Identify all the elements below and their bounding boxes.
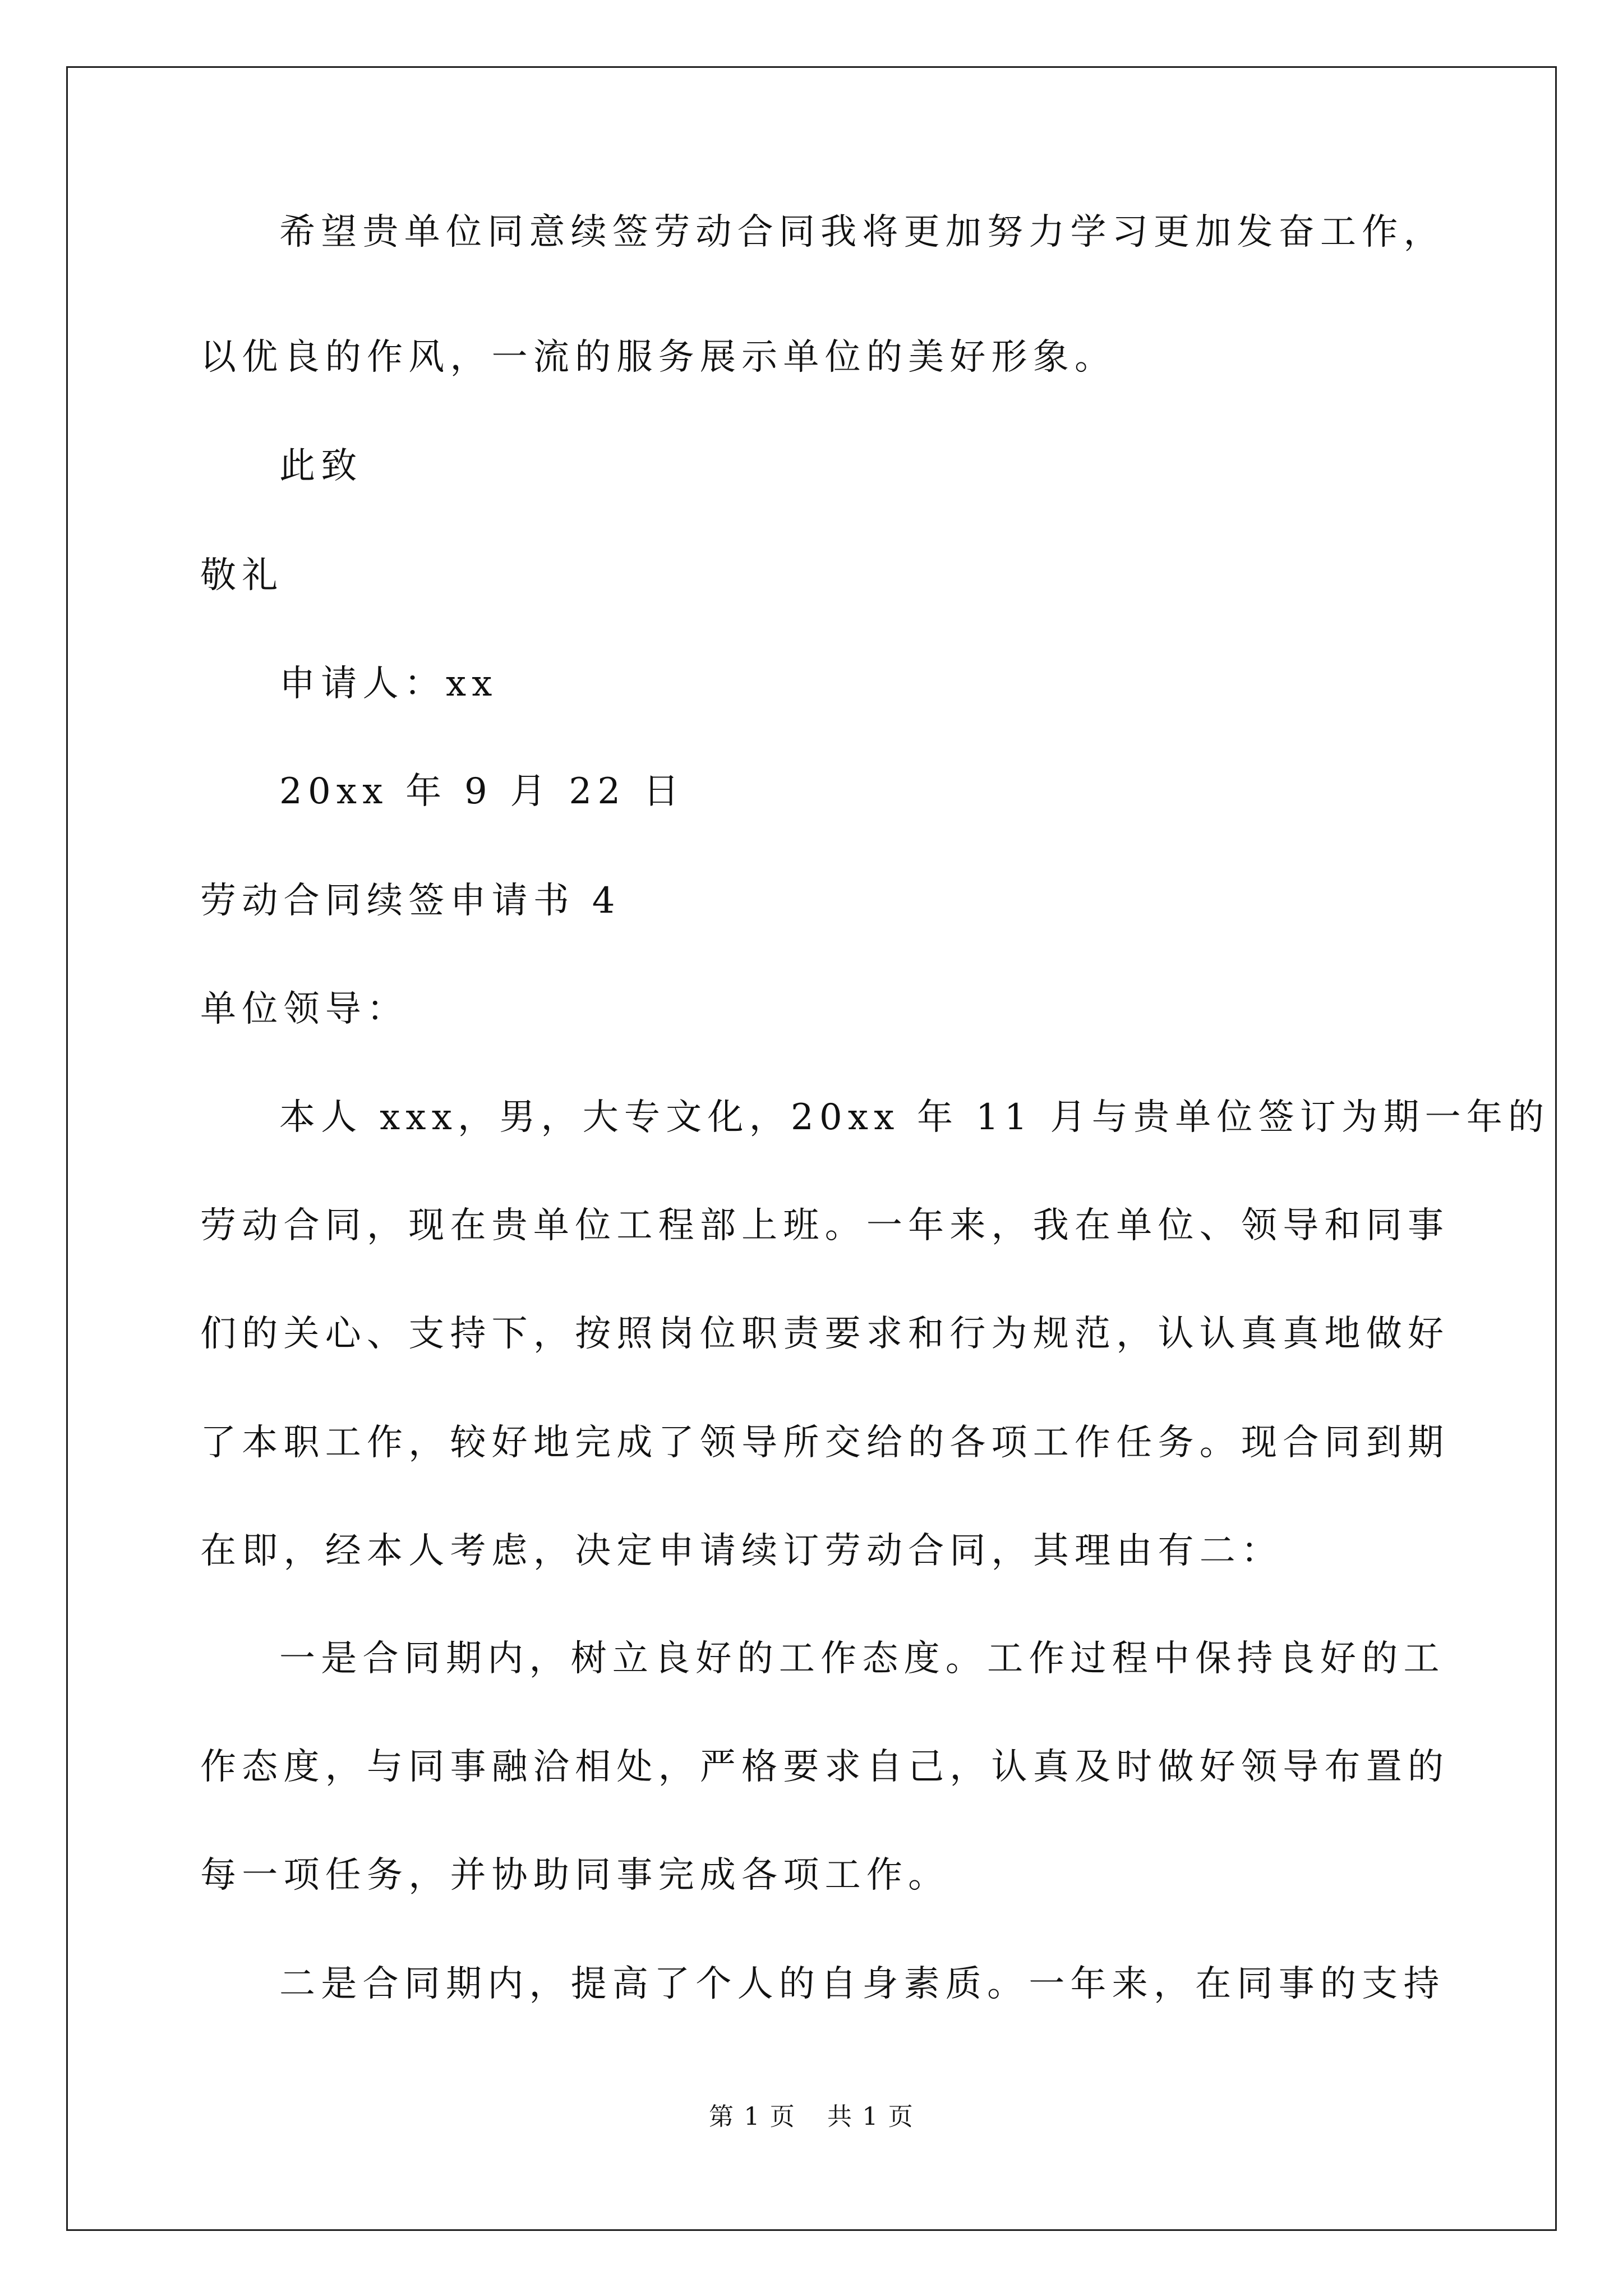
page-footer (0, 2102, 1623, 2131)
letter-greeting: 单位领导： (200, 988, 409, 1030)
paragraph-line: 本人 xxx，男，大专文化，20xx 年 11 月与贵单位签订为期一年的 (279, 1097, 1550, 1138)
paragraph-line: 以优良的作风，一流的服务展示单位的美好形象。 (200, 337, 1117, 378)
paragraph-line: 作态度，与同事融洽相处，严格要求自己，认真及时做好领导布置的 (200, 1746, 1450, 1788)
paragraph-line: 一是合同期内，树立良好的工作态度。工作过程中保持良好的工 (279, 1638, 1445, 1680)
signature-date: 20xx 年 9 月 22 日 (279, 771, 685, 812)
closing-salutation: 此致 (279, 445, 363, 487)
paragraph-line: 每一项任务，并协助同事完成各项工作。 (200, 1855, 950, 1896)
paragraph-line: 了本职工作，较好地完成了领导所交给的各项工作任务。现合同到期 (200, 1422, 1450, 1464)
page-border (66, 66, 1557, 2231)
closing-regards: 敬礼 (200, 555, 284, 596)
section-title: 劳动合同续签申请书 4 (200, 880, 621, 922)
paragraph-line: 劳动合同，现在贵单位工程部上班。一年来，我在单位、领导和同事 (200, 1205, 1450, 1246)
paragraph-line: 希望贵单位同意续签劳动合同我将更加努力学习更加发奋工作， (279, 211, 1445, 253)
paragraph-line: 在即，经本人考虑，决定申请续订劳动合同，其理由有二： (200, 1530, 1283, 1572)
applicant-signature: 申请人：xx (279, 663, 498, 705)
page-total: 共 1 页 (827, 2102, 914, 2131)
page-number: 第 1 页 (709, 2102, 796, 2131)
paragraph-line: 二是合同期内，提高了个人的自身素质。一年来，在同事的支持 (279, 1963, 1445, 2005)
paragraph-line: 们的关心、支持下，按照岗位职责要求和行为规范，认认真真地做好 (200, 1313, 1450, 1355)
